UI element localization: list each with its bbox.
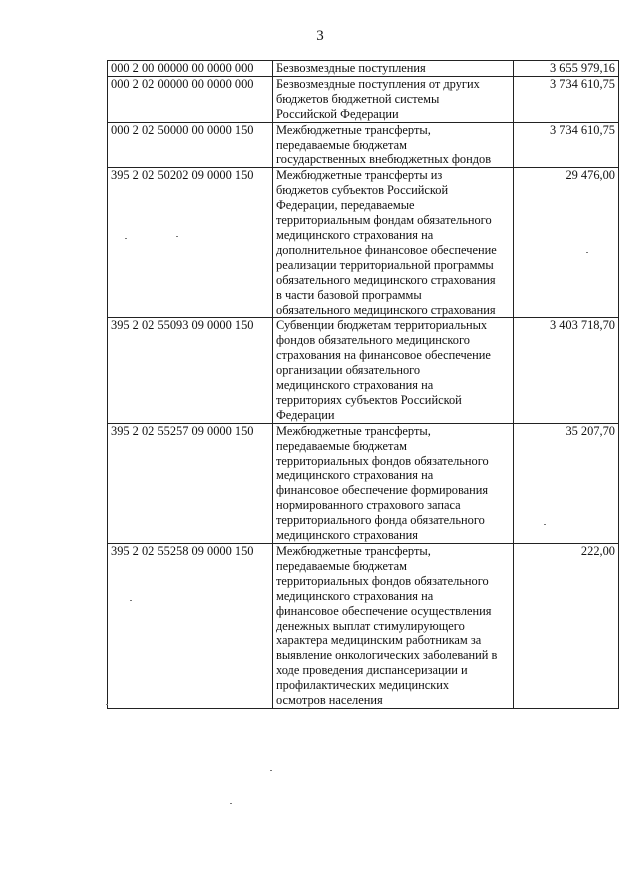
description-line: в части базовой программы [276,287,422,302]
description-line: медицинского страхования на [276,227,434,242]
amount-cell: 3 734 610,75 [514,76,619,122]
description-cell [273,61,514,77]
description-line: территориальных фондов обязательного [276,453,489,468]
scan-speck [230,803,232,804]
description-line: территориальным фондам обязательного [276,213,492,228]
description-line: денежных выплат стимулирующего [276,618,465,633]
budget-code-cell: 395 2 02 55258 09 0000 150 [108,544,273,709]
description-line: Межбюджетные трансферты, [276,544,431,558]
description-line: Межбюджетные трансферты, [276,423,431,438]
description-line: реализации территориальной программы [276,257,494,272]
description-line: обязательного медицинского страхования [276,272,496,287]
description-line: территориальных фондов обязательного [276,573,489,588]
description-line: Безвозмездные поступления от других [276,76,480,91]
description-line: фондов обязательного медицинского [276,333,470,348]
budget-revenue-table [107,60,619,709]
description-line: организации обязательного [276,363,421,378]
budget-code-cell: 395 2 02 50202 09 0000 150 [108,168,273,318]
description-cell [273,76,514,122]
description-line: Российской Федерации [276,106,399,121]
description-line: выявление онкологических заболеваний в [276,648,498,663]
description-line: бюджетов субъектов Российской [276,183,449,198]
description-line: территориального фонда обязательного [276,513,485,528]
description-line: территориях субъектов Российской [276,392,462,407]
amount-cell: 3 403 718,70 [514,318,619,423]
table-row [108,423,619,543]
description-line: Межбюджетные трансферты, [276,122,431,137]
amount-cell: 35 207,70 [514,423,619,543]
description-line: осмотров населения [276,693,383,708]
description-line: передаваемые бюджетам [276,137,407,152]
scan-speck [544,524,546,525]
description-line: передаваемые бюджетам [276,558,407,573]
page-number: 3 [316,28,324,44]
table-body [108,61,619,709]
amount-cell: 222,00 [514,544,619,709]
scan-speck [270,770,272,771]
description-line: ходе проведения диспансеризации и [276,663,468,678]
table-row [108,61,619,77]
description-line: Межбюджетные трансферты из [276,168,443,183]
description-cell [273,423,514,543]
table-row [108,318,619,423]
description-line: Безвозмездные поступления [276,61,426,75]
description-line: обязательного медицинского страхования [276,302,496,317]
budget-code-cell: 000 2 02 00000 00 0000 000 [108,76,273,122]
description-line: характера медицинским работникам за [276,633,482,648]
description-line: Федерации, передаваемые [276,198,415,213]
description-line: нормированного страхового запаса [276,498,461,513]
scan-speck [125,238,127,239]
amount-cell: 29 476,00 [514,168,619,318]
description-line: Федерации [276,407,335,422]
table-row [108,544,619,709]
table-row [108,168,619,318]
description-line: страхования на финансовое обеспечение [276,348,491,363]
scan-speck [586,252,588,253]
scan-speck [106,704,108,705]
description-line: финансовое обеспечение формирования [276,483,489,498]
budget-code-cell: 395 2 02 55257 09 0000 150 [108,423,273,543]
budget-code-cell: 000 2 00 00000 00 0000 000 [108,61,273,77]
description-line: медицинского страхования на [276,468,434,483]
description-cell [273,544,514,709]
description-line: передаваемые бюджетам [276,438,407,453]
description-line: Субвенции бюджетам территориальных [276,318,488,333]
description-line: медицинского страхования на [276,378,434,393]
description-line: профилактических медицинских [276,678,450,693]
description-line: государственных внебюджетных фондов [276,152,492,167]
description-cell [273,122,514,168]
description-line: финансовое обеспечение осуществления [276,603,492,618]
budget-code-cell: 395 2 02 55093 09 0000 150 [108,318,273,423]
budget-code-cell: 000 2 02 50000 00 0000 150 [108,122,273,168]
scan-speck [176,236,178,237]
description-cell [273,318,514,423]
table-row [108,76,619,122]
description-line: дополнительное финансовое обеспечение [276,242,497,257]
amount-cell: 3 734 610,75 [514,122,619,168]
scan-speck [130,600,132,601]
amount-cell: 3 655 979,16 [514,61,619,77]
table-row [108,122,619,168]
description-cell [273,168,514,318]
description-line: бюджетов бюджетной системы [276,91,440,106]
description-line: медицинского страхования [276,528,418,543]
description-line: медицинского страхования на [276,588,434,603]
